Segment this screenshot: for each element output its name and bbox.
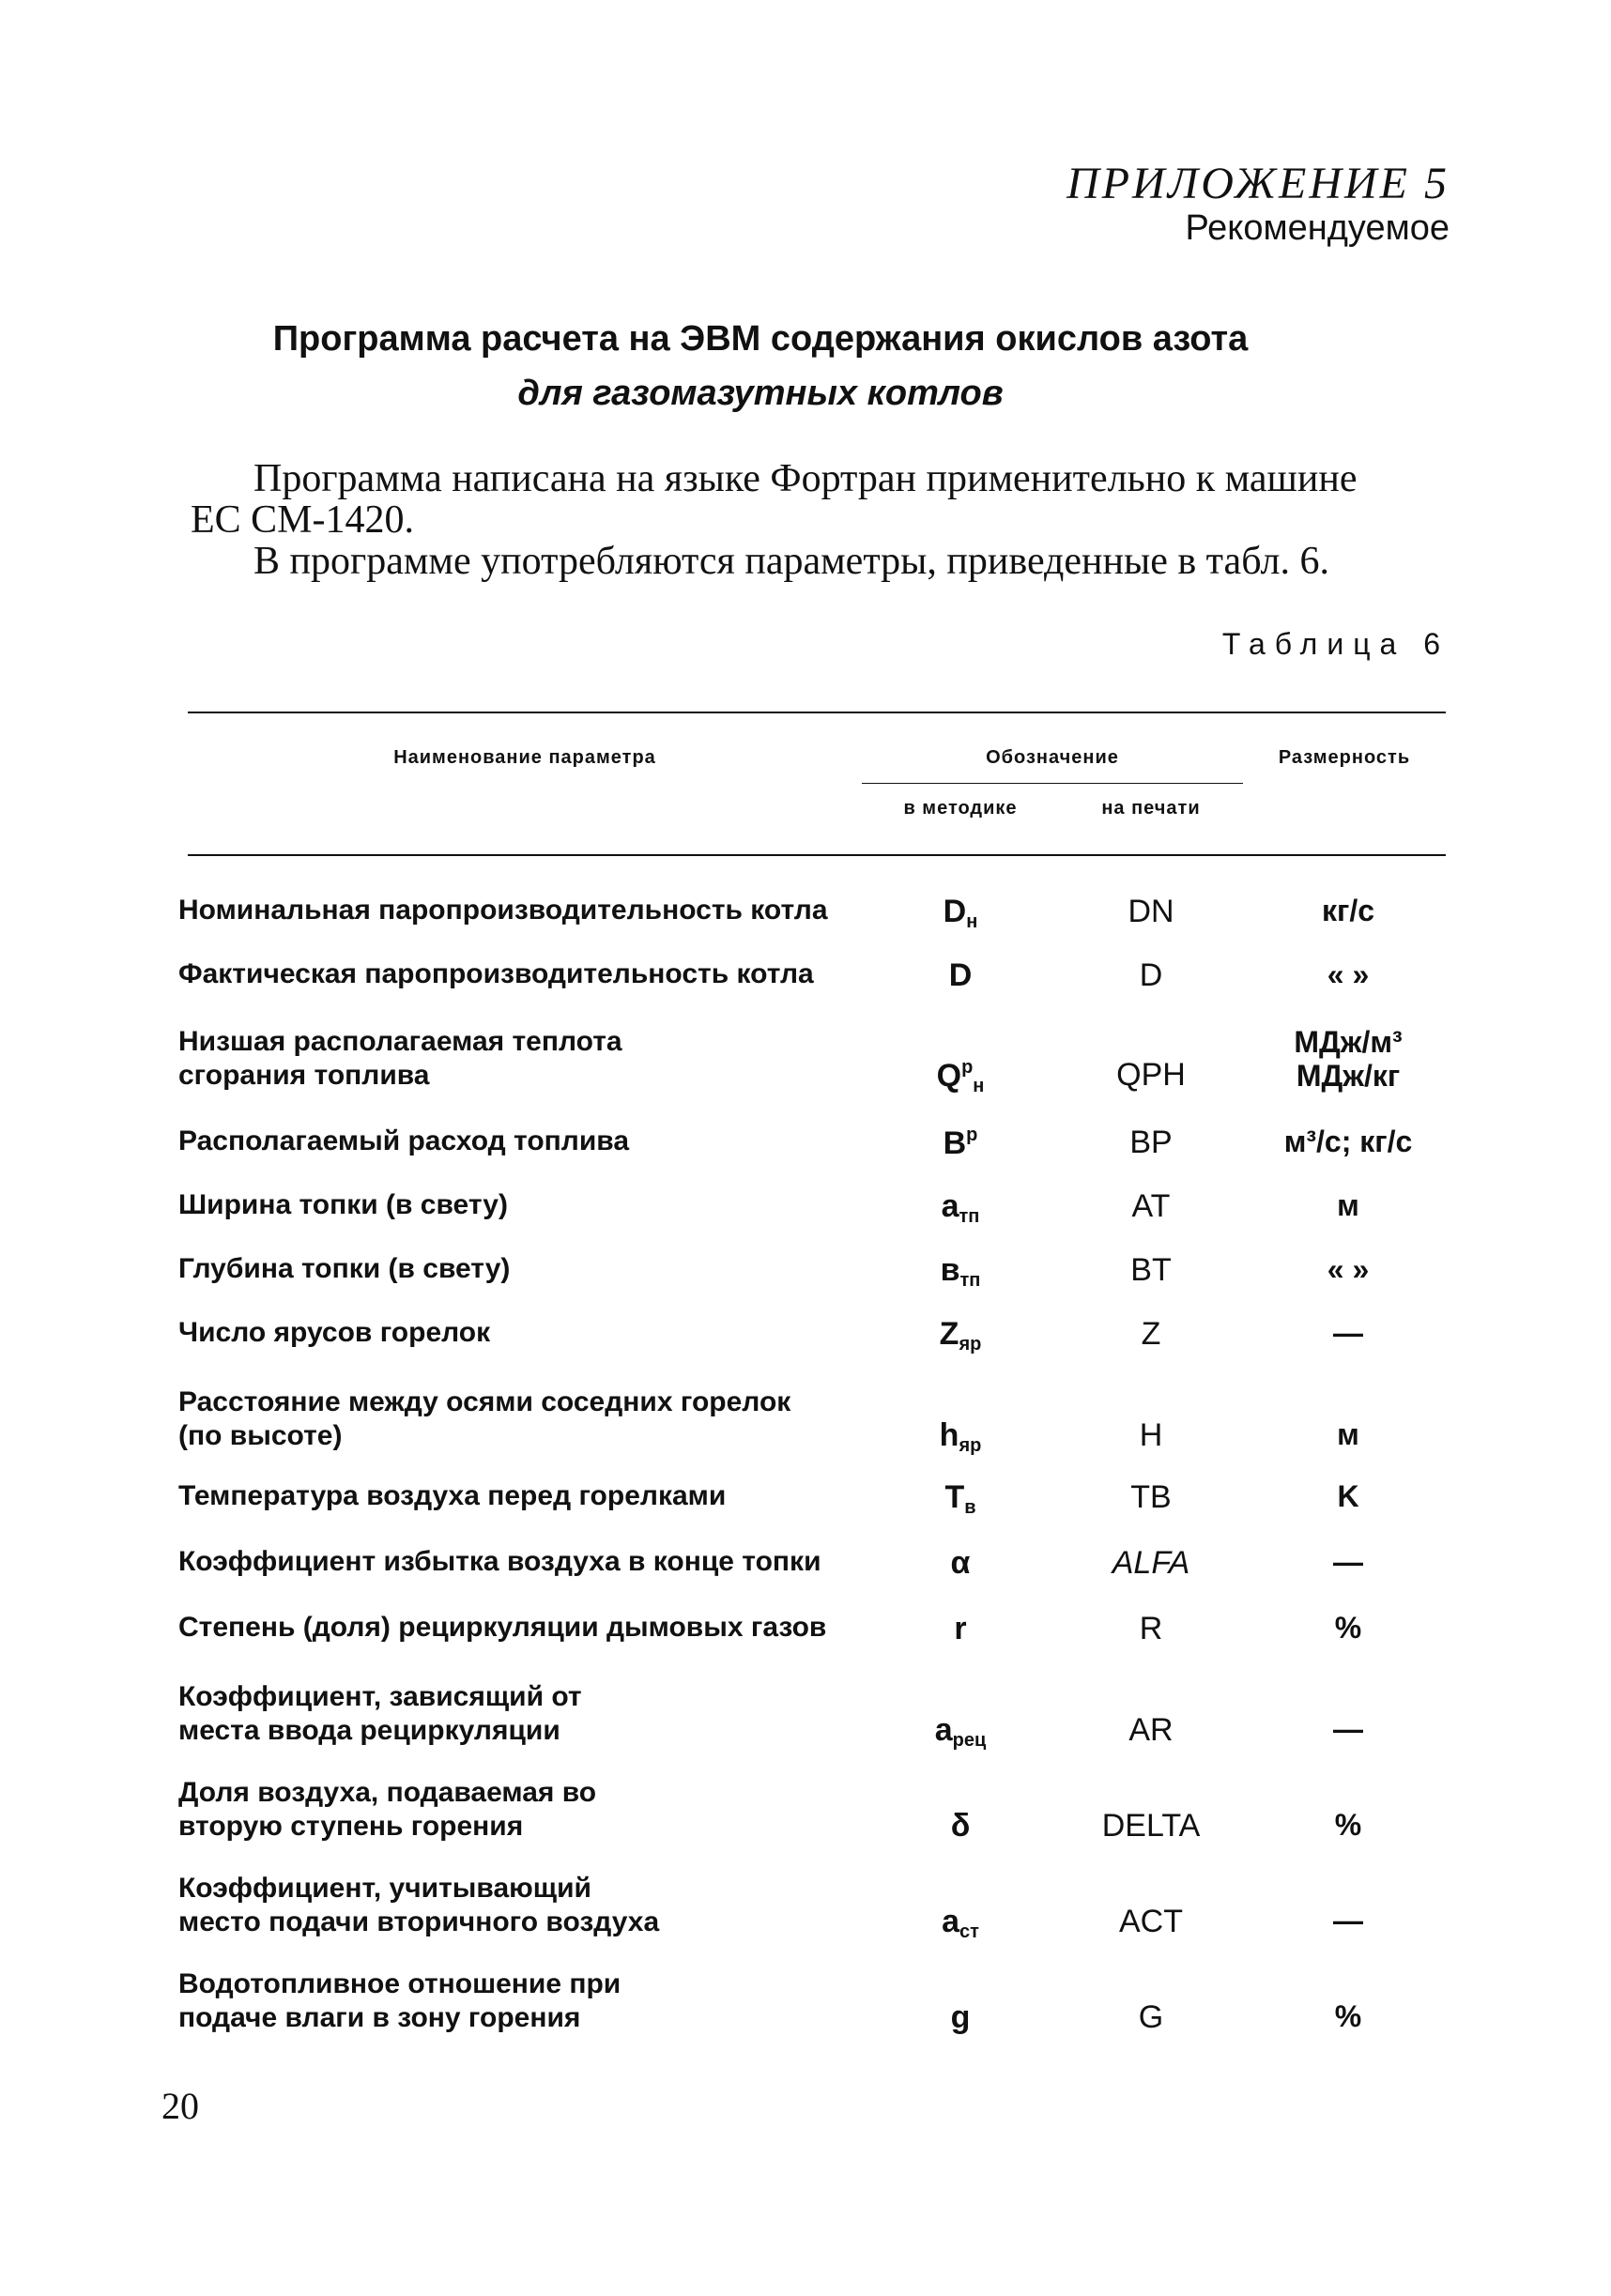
method-symbol: r bbox=[954, 1611, 967, 1646]
unit-value: % bbox=[1334, 1808, 1362, 1842]
method-symbol: $Q^р_н$ bbox=[936, 1057, 985, 1096]
method-symbol: α bbox=[950, 1545, 971, 1581]
param-name: Степень (доля) рециркуляции дымовых газов bbox=[178, 1612, 827, 1643]
method-symbol: $в_{тп}$ bbox=[940, 1252, 981, 1291]
print-symbol: H bbox=[1139, 1417, 1163, 1453]
print-symbol: DELTA bbox=[1101, 1808, 1201, 1844]
header-param: Наименование параметра bbox=[393, 747, 656, 768]
header-sub-rule bbox=[862, 783, 1243, 784]
print-symbol: D bbox=[1139, 957, 1163, 993]
param-name: Коэффициент, зависящий от места ввода рециркуляции bbox=[178, 1681, 582, 1746]
print-symbol: G bbox=[1138, 1999, 1164, 2035]
unit-value: % bbox=[1334, 1611, 1362, 1645]
param-name: Ширина топки (в свету) bbox=[178, 1189, 508, 1220]
unit-value: — bbox=[1333, 1904, 1363, 1937]
unit-value: K bbox=[1337, 1479, 1359, 1513]
param-name: Коэффициент, учитывающий место подачи вторичного воздуха bbox=[178, 1873, 660, 1937]
header-in-method: в методике bbox=[903, 798, 1018, 819]
appendix-subtitle: Рекомендуемое bbox=[1185, 208, 1450, 248]
method-symbol: $Z_{яр}$ bbox=[939, 1316, 982, 1355]
unit-value: — bbox=[1333, 1545, 1363, 1579]
header-designation: Обозначение bbox=[986, 747, 1119, 768]
table-header-bottom-rule bbox=[188, 854, 1446, 856]
param-name: Располагаемый расход топлива bbox=[178, 1125, 629, 1156]
print-symbol: DN bbox=[1128, 894, 1174, 929]
param-name: Водотопливное отношение при подаче влаги в зону горения bbox=[178, 1968, 621, 2033]
print-symbol: BT bbox=[1130, 1252, 1172, 1288]
method-symbol: $a_{ст}$ bbox=[942, 1904, 979, 1942]
header-unit: Размерность bbox=[1278, 747, 1411, 768]
param-name: Номинальная паропроизводительность котла bbox=[178, 895, 828, 926]
document-title: Программа расчета на ЭВМ содержания окислов азота bbox=[272, 319, 1249, 359]
page-number: 20 bbox=[161, 2085, 199, 2127]
param-name: Расстояние между осями соседних горелок (по высоте) bbox=[178, 1386, 791, 1451]
unit-value: « » bbox=[1327, 1252, 1370, 1286]
param-name: Фактическая паропроизводительность котла bbox=[178, 958, 814, 989]
print-symbol: QPH bbox=[1116, 1057, 1186, 1093]
method-symbol: $h_{яр}$ bbox=[939, 1417, 982, 1456]
param-name: Низшая располагаемая теплота сгорания топлива bbox=[178, 1026, 622, 1091]
table-top-rule bbox=[188, 712, 1446, 713]
appendix-title: ПРИЛОЖЕНИЕ 5 bbox=[1066, 159, 1450, 208]
unit-value: « » bbox=[1327, 957, 1370, 991]
method-symbol: D bbox=[948, 957, 973, 993]
print-symbol: ALFA bbox=[1112, 1545, 1190, 1581]
unit-value: кг/с bbox=[1321, 894, 1375, 927]
unit-value: — bbox=[1333, 1712, 1363, 1746]
print-symbol: AT bbox=[1131, 1188, 1171, 1224]
method-symbol: g bbox=[950, 1999, 971, 2035]
method-symbol: $a_{рец}$ bbox=[934, 1712, 987, 1751]
method-symbol: $B^р$ bbox=[943, 1125, 978, 1161]
print-symbol: R bbox=[1139, 1611, 1163, 1646]
unit-value: % bbox=[1334, 1999, 1362, 2033]
table-label: Таблица 6 bbox=[1221, 627, 1450, 661]
paragraph-1-cont: ЕС СМ-1420. bbox=[191, 498, 415, 542]
print-symbol: Z bbox=[1141, 1316, 1161, 1352]
print-symbol: ACT bbox=[1119, 1904, 1183, 1939]
method-symbol: $a_{тп}$ bbox=[941, 1188, 980, 1227]
print-symbol: BP bbox=[1129, 1125, 1173, 1160]
param-name: Глубина топки (в свету) bbox=[178, 1253, 511, 1284]
unit-value: м³/с; кг/с bbox=[1283, 1125, 1413, 1158]
param-name: Доля воздуха, подаваемая во вторую ступень горения bbox=[178, 1777, 597, 1842]
method-symbol: $T_в$ bbox=[944, 1479, 976, 1518]
method-symbol: δ bbox=[950, 1808, 971, 1844]
param-name: Коэффициент избытка воздуха в конце топки bbox=[178, 1546, 821, 1577]
unit-value: — bbox=[1333, 1316, 1363, 1350]
param-name: Число ярусов горелок bbox=[178, 1317, 491, 1348]
header-in-print: на печати bbox=[1101, 798, 1201, 819]
print-symbol: AR bbox=[1128, 1712, 1174, 1748]
paragraph-1: Программа написана на языке Фортран применительно к машине bbox=[253, 457, 1358, 500]
unit-value: м bbox=[1337, 1417, 1359, 1451]
method-symbol: $D_н$ bbox=[943, 894, 978, 932]
unit-value: м bbox=[1337, 1188, 1359, 1222]
print-symbol: TB bbox=[1130, 1479, 1172, 1515]
unit-value: МДж/м³ МДж/кг bbox=[1294, 1025, 1403, 1093]
document-title-line2: для газомазутных котлов bbox=[517, 374, 1004, 413]
paragraph-2: В программе употребляются параметры, приведенные в табл. 6. bbox=[253, 540, 1329, 583]
param-name: Температура воздуха перед горелками bbox=[178, 1480, 727, 1511]
